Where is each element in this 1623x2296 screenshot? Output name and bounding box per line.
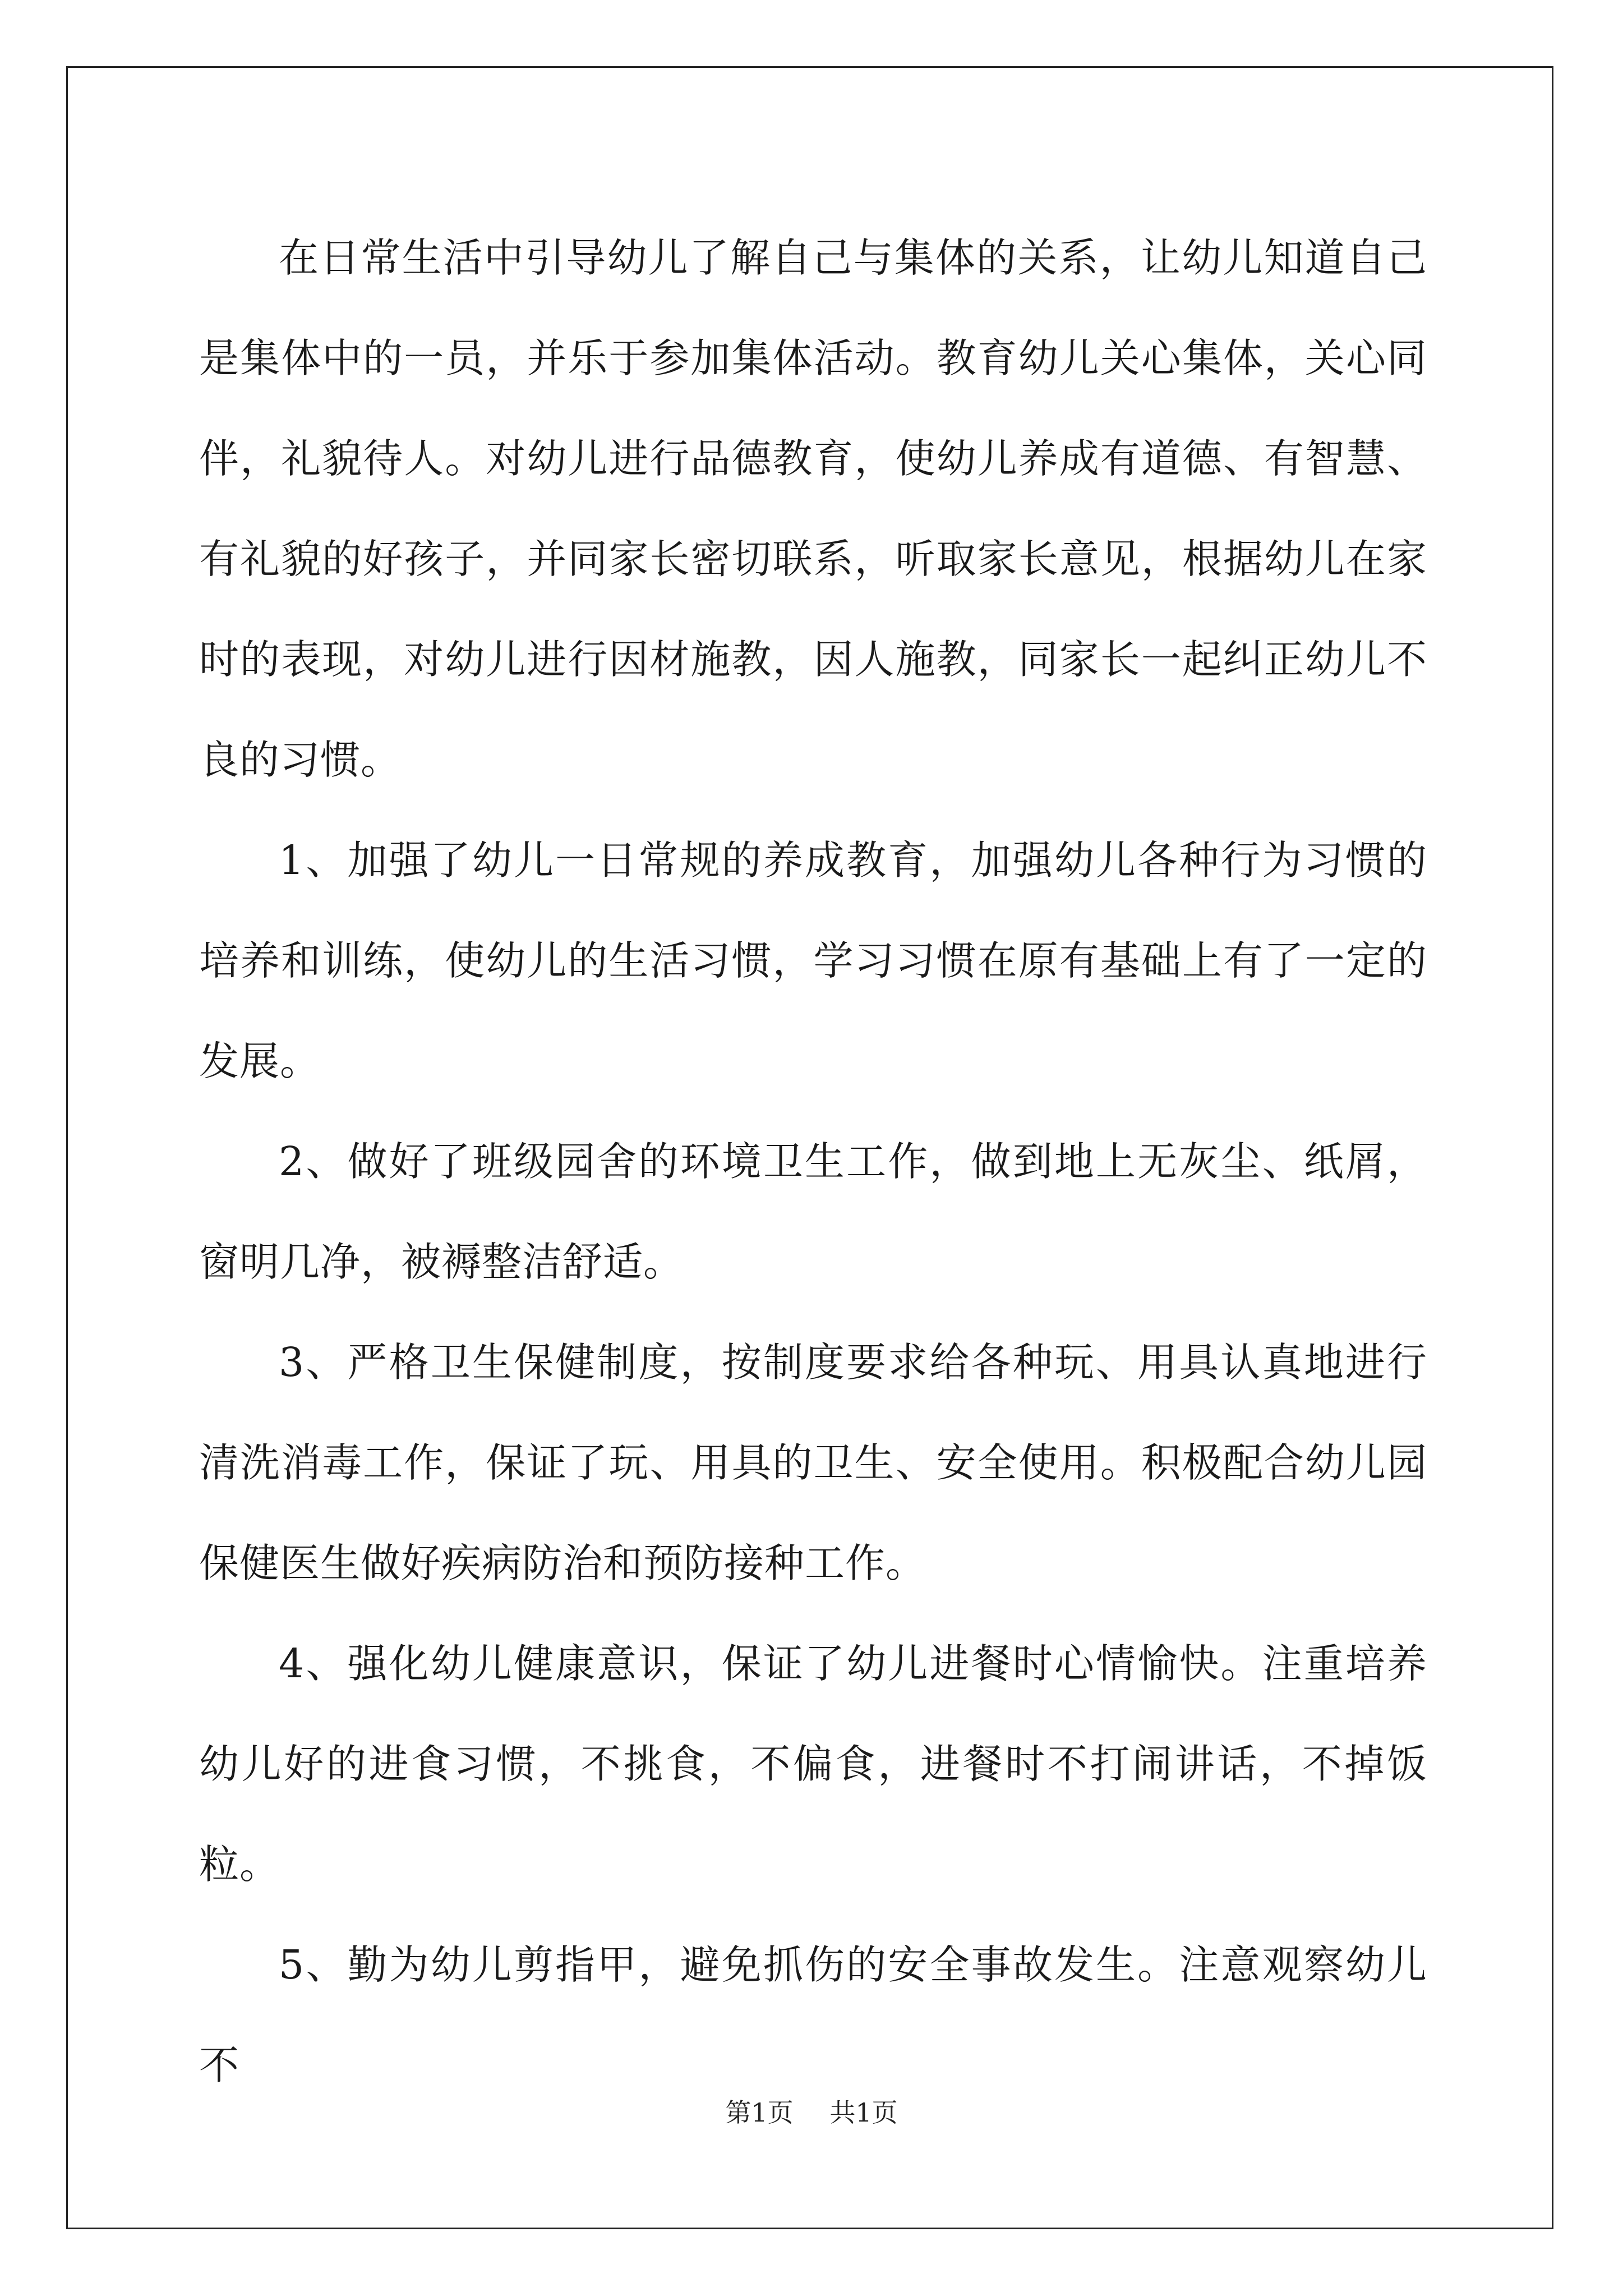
paragraph-item-5: 5、勤为幼儿剪指甲，避免抓伤的安全事故发生。注意观察幼儿不: [199, 1941, 1427, 2088]
paragraph-item-4: 4、强化幼儿健康意识，保证了幼儿进餐时心情愉快。注重培养幼儿好的进食习惯，不挑食，不偏食，进餐时不打闹讲话，不掉饭粒。: [199, 1640, 1427, 1888]
page-total: 共1页: [829, 2097, 898, 2128]
paragraph-intro: 在日常生活中引导幼儿了解自己与集体的关系，让幼儿知道自己是集体中的一员，并乐于参加集体活动。教育幼儿关心集体，关心同伴，礼貌待人。对幼儿进行品德教育，使幼儿养成有道德、有智慧、有礼貌的好孩子，并同家长密切联系，听取家长意见，根据幼儿在家时的表现，对幼儿进行因材施教，因人施教，同家长一起纠正幼儿不良的习惯。: [199, 234, 1427, 783]
page-footer: [0, 2092, 1623, 2129]
paragraph-item-2: 2、做好了班级园舍的环境卫生工作，做到地上无灰尘、纸屑，窗明几净，被褥整洁舒适。: [199, 1138, 1427, 1285]
paragraph-item-3: 3、严格卫生保健制度，按制度要求给各种玩、用具认真地进行清洗消毒工作，保证了玩、用具的卫生、安全使用。积极配合幼儿园保健医生做好疾病防治和预防接种工作。: [199, 1339, 1427, 1586]
page-number: 第1页: [725, 2097, 794, 2128]
paragraph-item-1: 1、加强了幼儿一日常规的养成教育，加强幼儿各种行为习惯的培养和训练，使幼儿的生活习惯，学习习惯在原有基础上有了一定的发展。: [199, 837, 1427, 1084]
document-body: [199, 208, 1427, 2115]
